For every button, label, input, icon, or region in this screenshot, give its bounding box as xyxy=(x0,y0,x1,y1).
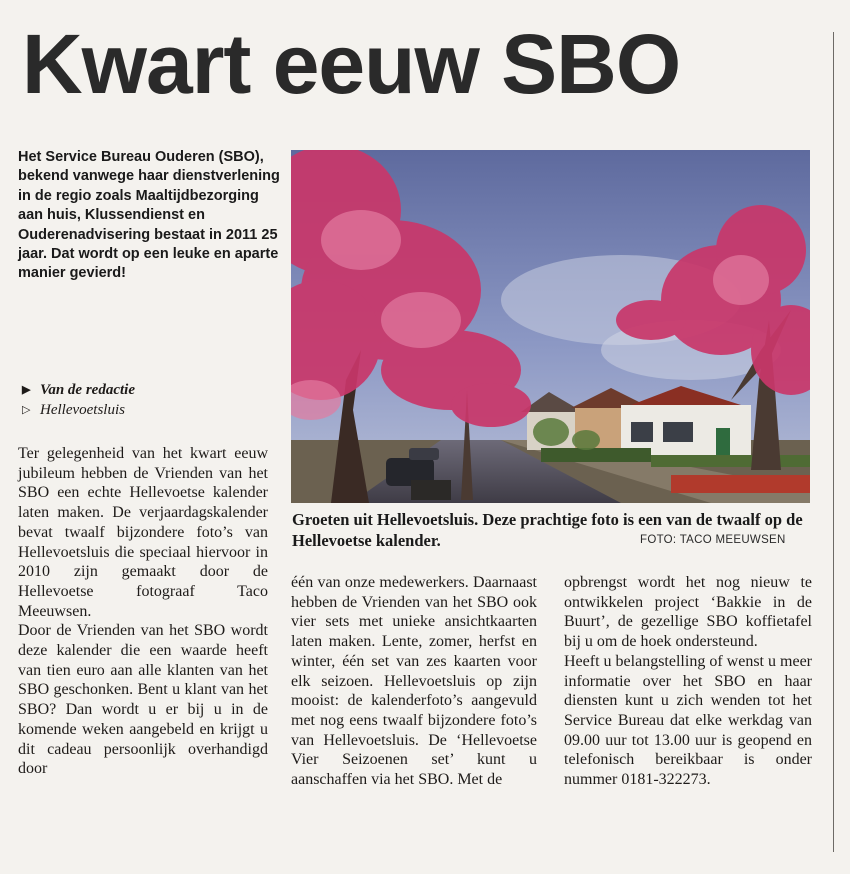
outline-triangle-icon: ▷ xyxy=(22,404,31,416)
street-photo xyxy=(291,150,810,503)
paragraph: Door de Vrienden van het SBO wordt deze kalender die een waarde heeft van tien euro aan alle klanten van het SBO geschonken. Bent u klant van het SBO? Dan wordt u er bij u in de komende weken aangebeld en krijgt u dit cadeau persoonlijk overhandigd door xyxy=(18,622,268,778)
paragraph: opbrengst wordt het nog nieuw te ontwikkelen project ‘Bakkie in de Buurt’, de gezellige SBO koffietafel bij u om de hoek ondersteund. xyxy=(564,574,812,651)
body-column-2 xyxy=(291,573,537,790)
article-meta xyxy=(22,380,262,420)
location-line xyxy=(22,400,262,420)
body-column-3 xyxy=(564,573,812,790)
paragraph: Ter gelegenheid van het kwart eeuw jubileum hebben de Vrienden van het SBO een echte Hellevoetse kalender laten maken. De verjaardagskalender bevat twaalf bijzondere foto’s van Hellevoetsluis die speciaal hiervoor in 2010 zijn gemaakt door de Hellevoetse fotograaf Taco Meeuwsen. xyxy=(18,445,268,620)
paragraph: één van onze medewerkers. Daarnaast hebben de Vrienden van het SBO ook vier sets met unieke ansichtkaarten laten maken. Lente, zomer, herfst en winter, één set van zes kaarten voor elk seizoen. Hellevoetsluis op zijn mooist: de kalenderfoto’s aangevuld met nog eens twaalf bijzondere foto’s van Hellevoetsluis. De ‘Hellevoetse Vier Seizoenen set’ kunt u aanschaffen via het SBO. Met de xyxy=(291,574,537,789)
paragraph: Heeft u belangstelling of wenst u meer informatie over het SBO en haar diensten kunt u zich wenden tot het Service Bureau dat elke werkdag van 09.00 uur tot 13.00 uur is geopend en telefonisch bereikbaar is onder nummer 0181-322273. xyxy=(564,652,812,789)
photo-caption: Groeten uit Hellevoetsluis. Deze prachtige foto is een van de twaalf op de Hellevoetse kalender. xyxy=(292,510,803,550)
section-line xyxy=(22,380,262,400)
body-column-1 xyxy=(18,444,268,779)
section-label: Van de redactie xyxy=(40,382,135,398)
article-headline: Kwart eeuw SBO xyxy=(22,17,681,111)
photo-credit: FOTO: TACO MEEUWSEN xyxy=(640,534,786,546)
location-label: Hellevoetsluis xyxy=(40,402,125,418)
column-rule xyxy=(833,32,834,852)
article-intro: Het Service Bureau Ouderen (SBO), bekend vanwege haar dienstverlening in de regio zoals Maaltijdbezorging aan huis, Klussendienst en Ouderenadvisering bestaat in 2011 25 jaar. Dat wordt op een leuke en aparte manier gevierd! xyxy=(18,149,280,282)
filled-triangle-icon: ▶ xyxy=(22,384,31,396)
